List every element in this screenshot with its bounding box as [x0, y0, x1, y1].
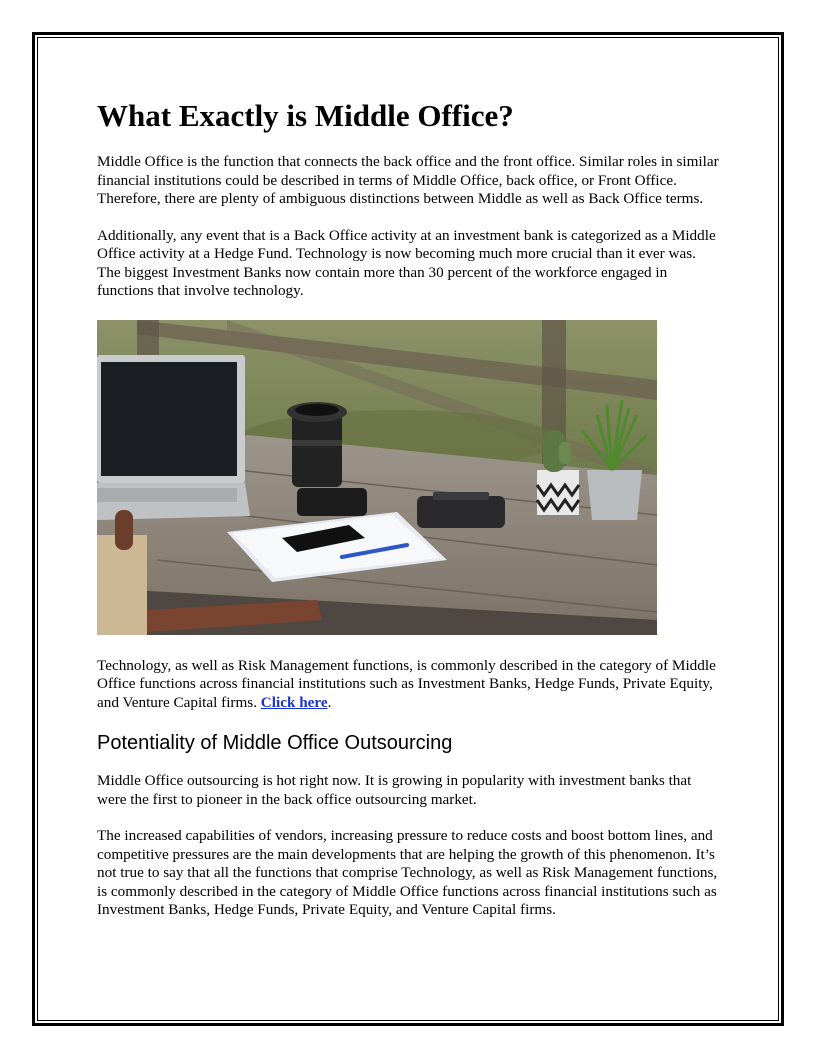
- paragraph-additionally: Additionally, any event that is a Back Office activity at an investment bank is categorized as a Middle Office activity at a Hedge Fund. Technology is now becoming much more crucial than it ever was. The biggest Investment Banks now contain more than 30 percent of the workforce engaged in functions that involve technology.: [97, 226, 716, 299]
- paragraph-outsourcing: Middle Office outsourcing is hot right now. It is growing in popularity with investment banks that were the first to pioneer in the back office outsourcing market.: [97, 772, 692, 808]
- office-desk-photo: [97, 320, 657, 635]
- click-here-link[interactable]: Click here: [260, 693, 328, 711]
- document-body: [97, 96, 722, 920]
- intro-paragraph: Middle Office is the function that connects the back office and the front office. Similar roles in similar financial institutions could be described in terms of Middle Office, back office, or Front Office. Therefore, there are plenty of ambiguous distinctions between Middle as well as Back Office terms.: [97, 153, 719, 207]
- page-title: What Exactly is Middle Office?: [97, 98, 514, 133]
- paragraph-technology-period: .: [327, 693, 332, 711]
- paragraph-technology-text: Technology, as well as Risk Management functions, is commonly described in the category of Middle Office functions across financial institutions such as Investment Banks, Hedge Funds, Private Equity, and Venture Capital firms.: [97, 656, 716, 711]
- paragraph-technology: [97, 657, 722, 713]
- section-heading: Potentiality of Middle Office Outsourcing: [97, 732, 453, 754]
- paragraph-capabilities: The increased capabilities of vendors, increasing pressure to reduce costs and boost bottom lines, and competitive pressures are the main developments that are helping the growth of this phenomenon. It’s not true to say that all the functions that comprise Technology, as well as Risk Management functions, is commonly described in the category of Middle Office functions across financial institutions such as Investment Banks, Hedge Funds, Private Equity, and Venture Capital firms.: [97, 827, 718, 918]
